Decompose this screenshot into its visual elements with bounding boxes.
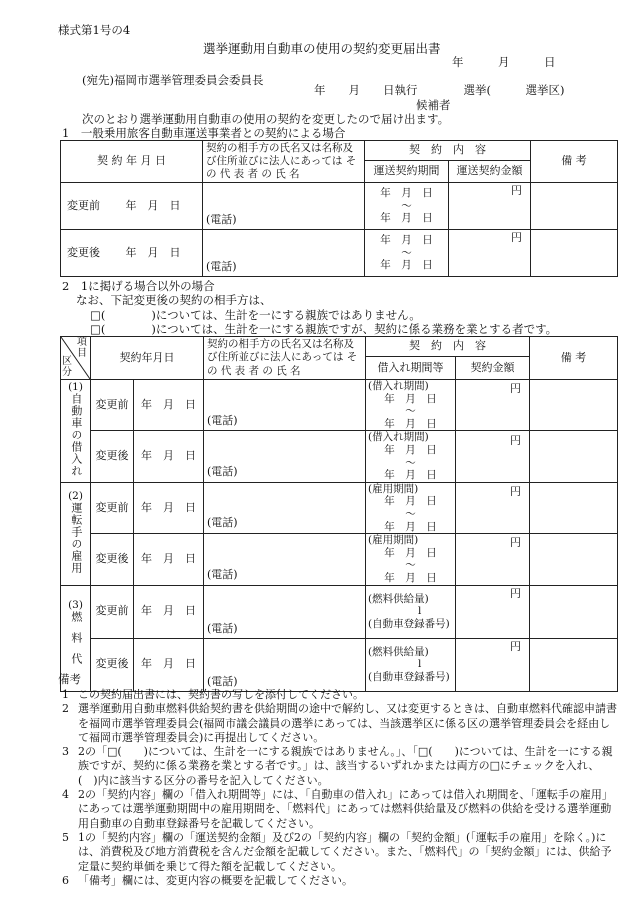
period-end: 年 月 日	[384, 469, 437, 482]
period-tilde: ～	[401, 246, 412, 259]
s1-before-remarks-cell[interactable]	[531, 183, 618, 230]
liter-label: l	[418, 658, 422, 671]
section1-table	[60, 140, 618, 277]
s1-col-amount: 運送契約金額	[449, 161, 531, 183]
table-row	[61, 534, 618, 585]
period-tilde: ～	[405, 559, 416, 572]
contract-date-cell[interactable]: 年 月 日	[134, 585, 204, 638]
row-label-before: 変更前	[91, 482, 134, 533]
period-start: 年 月 日	[380, 187, 433, 200]
s2-col-date: 契約年月日	[91, 337, 204, 380]
remarks-heading: 備考	[58, 672, 81, 686]
item-division-header	[61, 337, 91, 380]
period-end: 年 月 日	[384, 520, 437, 533]
period-end: 年 月 日	[380, 212, 433, 225]
yen-label: 円	[510, 536, 521, 550]
candidate-label: 候補者	[416, 98, 451, 112]
s1-before-amount-cell[interactable]	[449, 183, 531, 230]
note-number: 2	[62, 702, 69, 716]
note-text: 2の「契約内容」欄の「借入れ期間等」には、「自動車の借入れ」にあっては借入れ期間を、「運転手の雇用」にあっては選挙運動期間中の雇用期間を、「燃料代」にあっては燃料供給量及び燃料の供給を受ける選挙運動用自動車の自動車登録番号を記載してください。	[78, 788, 613, 830]
note-text: 1の「契約内容」欄の「運送契約金額」及び2の「契約内容」欄の「契約金額」(「運転手の雇用」を除く。)には、消費税及び地方消費税を含んだ金額を記載してください。また、「燃料代」の「契約金額」には、供給予定量に契約単価を乗じて得た額を記載してください。	[78, 830, 612, 873]
row-label-after: 変更後	[91, 638, 134, 691]
s2-col-content: 契 約 内 容	[366, 337, 530, 357]
contract-date-cell[interactable]: 年 月 日	[134, 482, 204, 533]
period-end: 年 月 日	[384, 571, 437, 584]
date-line: 年 月 日	[452, 55, 556, 69]
yen-label: 円	[510, 382, 521, 396]
period-start: 年 月 日	[380, 234, 433, 247]
contract-date-cell[interactable]: 年 月 日	[134, 380, 204, 431]
note-text: この契約届出書には、契約書の写しを添付してください。	[78, 688, 364, 701]
phone-label: (電話)	[207, 464, 238, 478]
table-row	[61, 230, 618, 277]
remarks-cell[interactable]	[530, 380, 618, 431]
amount-cell[interactable]	[456, 380, 530, 431]
list-item	[62, 745, 618, 788]
s1-after-date-cell[interactable]	[61, 230, 203, 277]
note-number: 5	[62, 830, 69, 844]
note-text: 「備考」欄には、変更内容の概要を記載してください。	[78, 873, 353, 887]
row-label-after: 変更後	[91, 431, 134, 482]
s1-after-party-cell[interactable]	[203, 230, 365, 277]
period-cell[interactable]	[366, 534, 456, 585]
registration-label: (自動車登録番号)	[368, 670, 450, 683]
period-title: (借入れ期間)	[368, 380, 429, 392]
amount-cell[interactable]	[456, 482, 530, 533]
row-label-before: 変更前	[91, 585, 134, 638]
table-row	[61, 482, 618, 533]
period-cell[interactable]	[366, 482, 456, 533]
period-start: 年 月 日	[384, 495, 437, 508]
checkbox-option-1[interactable]: □( )については、生計を一にする親族ではありません。	[90, 308, 421, 322]
period-cell[interactable]	[366, 638, 456, 691]
s1-before-period-cell[interactable]	[365, 183, 449, 230]
note-number: 3	[62, 745, 69, 759]
group-number: (1)	[68, 381, 83, 394]
s2-col-period: 借入れ期間等	[366, 357, 456, 380]
party-cell[interactable]	[204, 482, 366, 533]
yen-label: 円	[510, 586, 521, 600]
note-number: 1	[62, 688, 69, 701]
s1-after-amount-cell[interactable]	[449, 230, 531, 277]
note-text: 2の「□( )については、生計を一にする親族ではありません。」、「□( )については、生計を一にする親族ですが、契約に係る業務を業とする者です。」は、該当するいずれかまたは両方の□にチェックを入れ、( )内に該当する区分の番号を記入してください。	[78, 745, 613, 787]
table-row	[61, 431, 618, 482]
period-tilde: ～	[401, 199, 412, 212]
list-item	[62, 688, 618, 702]
period-start: 年 月 日	[384, 443, 437, 456]
remarks-cell[interactable]	[530, 482, 618, 533]
row-label-after: 変更後	[91, 534, 134, 585]
group-number: (2)	[68, 489, 83, 502]
group-name: 自動車の借入れ	[69, 393, 83, 478]
period-cell[interactable]	[366, 431, 456, 482]
period-tilde: ～	[405, 405, 416, 418]
remarks-cell[interactable]	[530, 534, 618, 585]
checkbox-option-2[interactable]: □( )については、生計を一にする親族ですが、契約に係る業務を業とする者です。	[90, 322, 558, 336]
s1-after-date: 年 月 日	[125, 245, 181, 259]
header-division: 区分	[62, 356, 72, 378]
liter-label: l	[418, 605, 422, 618]
group-name: 燃料代	[69, 610, 83, 674]
s1-after-label: 変更後	[67, 245, 100, 259]
note-text: 選挙運動用自動車燃料供給契約書を供給期間の途中で解約し、又は変更するときは、自動車燃料代確認申請書を福岡市選挙管理委員会(福岡市議会議員の選挙にあっては、当該選挙区に係る区の選挙管理委員会を経由して福岡市選挙管理委員会)に再提出してください。	[78, 702, 617, 744]
period-title: (借入れ期間)	[368, 431, 429, 444]
s1-col-party: 契約の相手方の氏名又は名称及び住所並びに法人にあっては そ の 代 表 者 の 氏 名	[203, 141, 365, 183]
note-number: 6	[62, 873, 69, 887]
yen-label: 円	[511, 184, 522, 197]
yen-label: 円	[510, 484, 521, 498]
yen-label: 円	[511, 231, 522, 244]
yen-label: 円	[510, 639, 521, 653]
fuel-title: (燃料供給量)	[368, 645, 429, 658]
table-row	[61, 638, 618, 691]
yen-label: 円	[510, 433, 521, 447]
phone-label: (電話)	[207, 674, 238, 688]
s1-after-remarks-cell[interactable]	[531, 230, 618, 277]
amount-cell[interactable]	[456, 431, 530, 482]
section1-heading: 1 一般乗用旅客自動車運送事業者との契約による場合	[62, 126, 346, 140]
party-cell[interactable]	[204, 380, 366, 431]
period-tilde: ～	[405, 507, 416, 520]
period-start: 年 月 日	[384, 546, 437, 559]
contract-date-cell[interactable]: 年 月 日	[134, 638, 204, 691]
list-item	[62, 788, 618, 831]
form-number: 様式第1号の4	[58, 23, 131, 37]
list-item	[62, 874, 618, 888]
amount-cell[interactable]	[456, 585, 530, 638]
phone-label: (電話)	[207, 413, 238, 427]
s2-col-remarks: 備 考	[530, 337, 618, 380]
document-title: 選挙運動用自動車の使用の契約変更届出書	[203, 41, 441, 56]
s1-col-content: 契 約 内 容	[365, 141, 531, 161]
phone-label: (電話)	[207, 621, 238, 635]
election-line: 年 月 日執行 選挙( 選挙区)	[314, 83, 565, 97]
s1-col-period: 運送契約期間	[365, 161, 449, 183]
section2-table	[60, 336, 618, 692]
header-item: 項目	[77, 337, 87, 359]
list-item	[62, 702, 618, 745]
remarks-cell[interactable]	[530, 431, 618, 482]
group-2-label	[61, 482, 91, 585]
section2-note: なお、下記変更後の契約の相手方は、	[76, 293, 272, 307]
intro-text: 次のとおり選挙運動用自動車の使用の契約を変更したので届け出ます。	[82, 112, 450, 126]
period-start: 年 月 日	[384, 392, 437, 405]
group-name: 運転手の雇用	[69, 501, 83, 574]
group-1-label	[61, 380, 91, 483]
contract-date-cell[interactable]: 年 月 日	[134, 431, 204, 482]
s1-col-remarks: 備 考	[531, 141, 618, 183]
party-cell[interactable]	[204, 534, 366, 585]
addressee: (宛先)福岡市選挙管理委員会委員長	[82, 73, 264, 87]
section2-heading: 2 1に掲げる場合以外の場合	[62, 279, 215, 293]
period-end: 年 月 日	[384, 417, 437, 430]
phone-label: (電話)	[207, 567, 238, 581]
s1-before-date: 年 月 日	[125, 198, 181, 212]
contract-date-cell[interactable]: 年 月 日	[134, 534, 204, 585]
s1-before-date-cell[interactable]	[61, 183, 203, 230]
s1-before-label: 変更前	[67, 198, 100, 212]
party-cell[interactable]	[204, 585, 366, 638]
table-row	[61, 585, 618, 638]
phone-label: (電話)	[207, 516, 238, 530]
list-item	[62, 831, 618, 874]
remarks-cell[interactable]	[530, 585, 618, 638]
amount-cell[interactable]	[456, 638, 530, 691]
fuel-title: (燃料供給量)	[368, 592, 429, 605]
party-cell[interactable]	[204, 431, 366, 482]
period-tilde: ～	[405, 456, 416, 469]
s1-after-period-cell[interactable]	[365, 230, 449, 277]
phone-label: (電話)	[206, 260, 237, 274]
amount-cell[interactable]	[456, 534, 530, 585]
table-row	[61, 380, 618, 431]
period-end: 年 月 日	[380, 259, 433, 272]
group-number: (3)	[68, 598, 83, 611]
s1-before-party-cell[interactable]	[203, 183, 365, 230]
period-cell[interactable]	[366, 380, 456, 431]
s2-col-party: 契約の相手方の氏名又は名称及び住所並びに法人にあっては そ の 代 表 者 の 氏 名	[204, 337, 366, 380]
period-title: (雇用期間)	[368, 482, 419, 495]
remarks-cell[interactable]	[530, 638, 618, 691]
table-row	[61, 183, 618, 230]
phone-label: (電話)	[206, 213, 237, 227]
row-label-before: 変更前	[91, 380, 134, 431]
s2-col-amount: 契約金額	[456, 357, 530, 380]
registration-label: (自動車登録番号)	[368, 617, 450, 630]
s1-col-date: 契 約 年 月 日	[61, 141, 203, 183]
party-cell[interactable]	[204, 638, 366, 691]
period-cell[interactable]	[366, 585, 456, 638]
period-title: (雇用期間)	[368, 534, 419, 547]
note-number: 4	[62, 788, 69, 802]
remarks-list	[62, 688, 618, 888]
